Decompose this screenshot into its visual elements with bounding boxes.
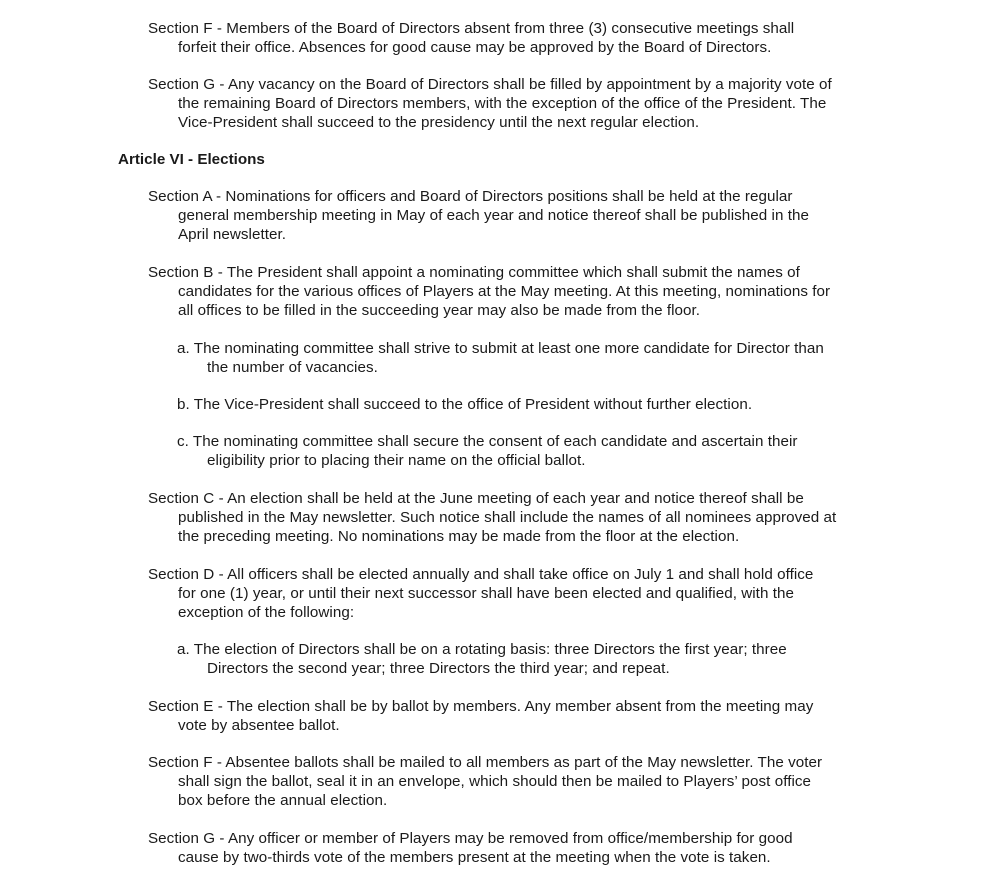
paragraph-line: Section G - Any vacancy on the Board of Directors shall be filled by appointment by a majority vote of <box>148 76 832 93</box>
paragraph-line: all offices to be filled in the succeeding year may also be made from the floor. <box>178 302 701 319</box>
paragraph-line: published in the May newsletter. Such notice shall include the names of all nominees approved at <box>178 509 837 526</box>
paragraph-line: candidates for the various offices of Players at the May meeting. At this meeting, nominations for <box>178 283 831 300</box>
paragraph-line: for one (1) year, or until their next successor shall have been elected and qualified, with the <box>178 585 794 602</box>
paragraph-line: Directors the second year; three Directors the third year; and repeat. <box>207 660 670 677</box>
paragraph-line: April newsletter. <box>178 226 287 243</box>
paragraph-line: Section C - An election shall be held at the June meeting of each year and notice thereof shall be <box>148 490 804 507</box>
paragraph-line: eligibility prior to placing their name on the official ballot. <box>207 452 586 469</box>
paragraph-line: Section F - Absentee ballots shall be mailed to all members as part of the May newsletter. The voter <box>148 754 823 771</box>
paragraph-line: c. The nominating committee shall secure the consent of each candidate and ascertain their <box>177 433 798 450</box>
paragraph-line: box before the annual election. <box>178 792 388 809</box>
paragraph-line: shall sign the ballot, seal it in an envelope, which should then be mailed to Players’ post office <box>178 773 812 790</box>
paragraph-line: a. The election of Directors shall be on a rotating basis: three Directors the first year; three <box>177 641 787 658</box>
paragraph-line: Section F - Members of the Board of Directors absent from three (3) consecutive meetings shall <box>148 20 795 37</box>
paragraph-line: exception of the following: <box>178 604 355 621</box>
paragraph-line: cause by two-thirds vote of the members present at the meeting when the vote is taken. <box>178 849 771 866</box>
paragraph-line: forfeit their office. Absences for good cause may be approved by the Board of Directors. <box>178 39 772 56</box>
paragraph-line: b. The Vice-President shall succeed to the office of President without further election. <box>177 396 753 413</box>
paragraph-line: vote by absentee ballot. <box>178 717 340 734</box>
paragraph-line: Section A - Nominations for officers and Board of Directors positions shall be held at the regular <box>148 188 793 205</box>
paragraph-line: Section E - The election shall be by ballot by members. Any member absent from the meeting may <box>148 698 814 715</box>
paragraph-line: a. The nominating committee shall strive to submit at least one more candidate for Director than <box>177 340 824 357</box>
paragraph-line: general membership meeting in May of each year and notice thereof shall be published in the <box>178 207 809 224</box>
article-vi-heading: Article VI - Elections <box>118 151 265 168</box>
paragraph-line: Section B - The President shall appoint a nominating committee which shall submit the names of <box>148 264 800 281</box>
paragraph-line: the remaining Board of Directors members, with the exception of the office of the President. The <box>178 95 827 112</box>
paragraph-line: the number of vacancies. <box>207 359 378 376</box>
paragraph-line: the preceding meeting. No nominations may be made from the floor at the election. <box>178 528 740 545</box>
paragraph-line: Vice-President shall succeed to the presidency until the next regular election. <box>178 114 700 131</box>
paragraph-line: Section G - Any officer or member of Players may be removed from office/membership for good <box>148 830 793 847</box>
paragraph-line: Section D - All officers shall be elected annually and shall take office on July 1 and shall hold office <box>148 566 814 583</box>
